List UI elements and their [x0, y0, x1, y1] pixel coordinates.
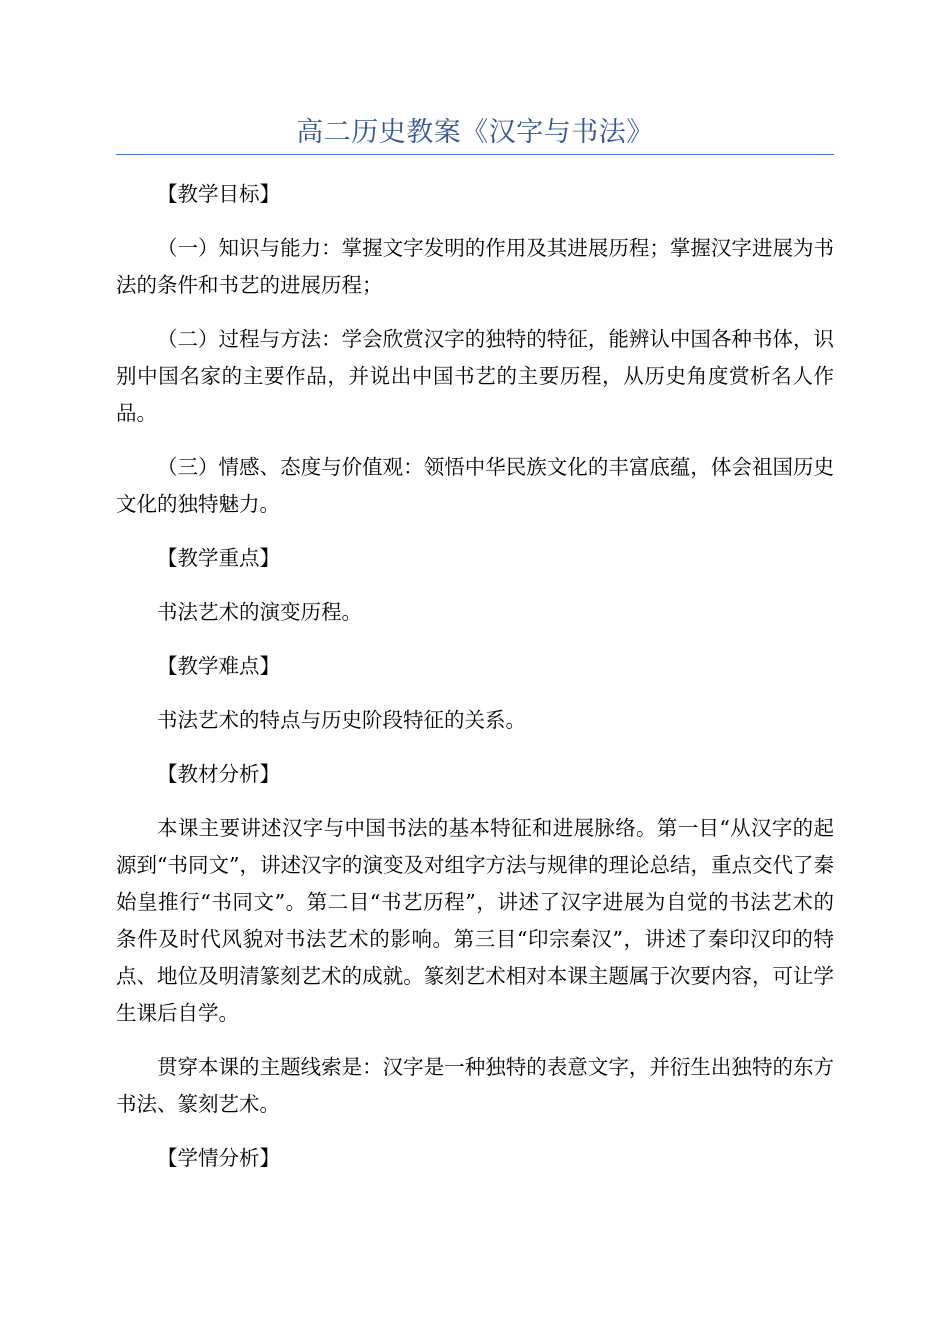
paragraph-process-method: （二）过程与方法：学会欣赏汉字的独特的特征，能辨认中国各种书体，识别中国名家的主要作品，并说出中国书艺的主要历程，从历史角度赏析名人作品。: [116, 327, 834, 425]
paragraph-knowledge-ability: （一）知识与能力：掌握文字发明的作用及其进展历程；掌握汉字进展为书法的条件和书艺的进展历程；: [116, 236, 834, 297]
title-underline: [116, 154, 834, 155]
paragraph-difficulty: 书法艺术的特点与历史阶段特征的关系。: [157, 708, 526, 732]
document-title: 高二历史教案《汉字与书法》: [296, 117, 654, 148]
paragraph-textbook-analysis: 本课主要讲述汉字与中国书法的基本特征和进展脉络。第一目“从汉字的起源到“书同文”，讲述汉字的演变及对组字方法与规律的理论总结，重点交代了秦始皇推行“书同文”。第二目“书艺历程”，讲述了汉字进展为自觉的书法艺术的条件及时代风貌对书法艺术的影响。第三目“印宗秦汉”，讲述了秦印汉印的特点、地位及明清篆刻艺术的成就。篆刻艺术相对本课主题属于次要内容，可让学生课后自学。: [116, 816, 834, 1025]
section-heading-objectives: 【教学目标】: [157, 182, 280, 206]
section-heading-student-analysis: 【学情分析】: [157, 1146, 280, 1170]
paragraph-main-theme: 贯穿本课的主题线索是：汉字是一种独特的表意文字，并衍生出独特的东方书法、篆刻艺术。: [116, 1055, 834, 1116]
section-heading-difficulties: 【教学难点】: [157, 654, 280, 678]
section-heading-key-points: 【教学重点】: [157, 546, 280, 570]
section-heading-textbook-analysis: 【教材分析】: [157, 762, 280, 786]
document-body: [116, 176, 834, 1194]
paragraph-key-point: 书法艺术的演变历程。: [157, 600, 362, 624]
paragraph-emotion-values: （三）情感、态度与价值观：领悟中华民族文化的丰富底蕴，体会祖国历史文化的独特魅力。: [116, 455, 834, 516]
